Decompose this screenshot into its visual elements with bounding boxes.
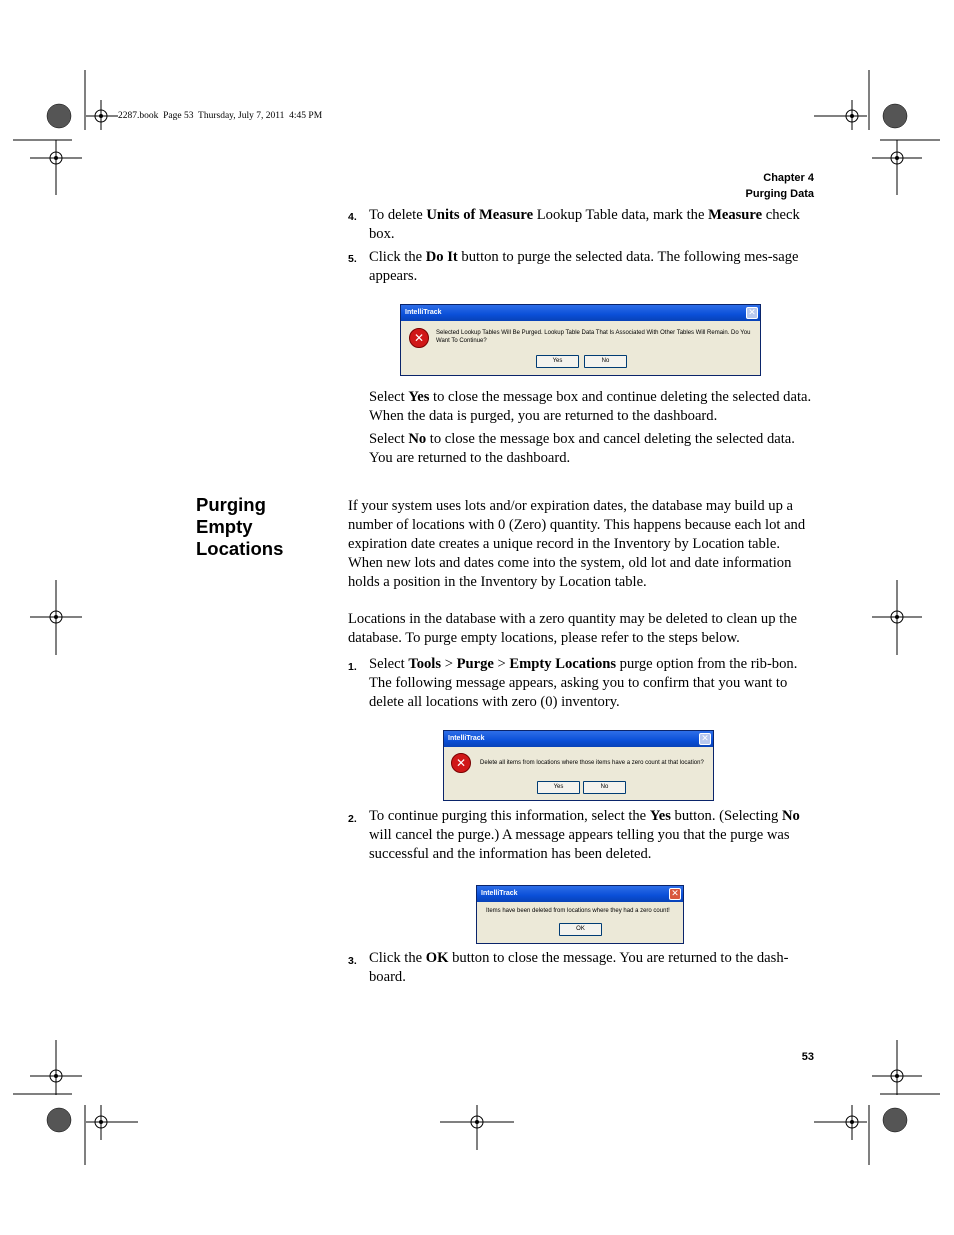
step-text: Click the Do It button to purge the selected data. The following mes-sage appears. (369, 249, 799, 284)
dialog-title: IntelliTrack (401, 305, 760, 321)
select-no-text: Select No to close the message box and cancel deleting the selected data. You are returned to the dashboard. (369, 431, 795, 466)
delete-empty-locations-dialog (443, 730, 714, 801)
section-heading-line: Empty (196, 516, 253, 537)
chapter-title: Purging Data (745, 188, 814, 200)
dialog-message: Selected Lookup Tables Will Be Purged. Lookup Table Data That Is Associated With Other Tables Will Remain. Do You Want To Continue? (436, 330, 751, 344)
items-deleted-dialog (476, 885, 684, 944)
error-icon: ✕ (409, 328, 429, 348)
page-number: 53 (801, 1051, 814, 1063)
intro-paragraph: Locations in the database with a zero quantity may be deleted to clean up the database. To purge empty locations, please refer to the steps below. (348, 611, 798, 646)
step-text: Click the OK button to close the message. You are returned to the dash-board. (369, 950, 789, 985)
print-slug: 2287.book Page 53 Thursday, July 7, 2011 4:45 PM (118, 111, 323, 121)
purge-lookup-dialog (400, 304, 761, 376)
step-text: To delete Units of Measure Lookup Table data, mark the Measure check box. (369, 207, 800, 242)
chapter-label: Chapter 4 (763, 172, 814, 184)
no-button[interactable]: No (583, 781, 626, 794)
no-button[interactable]: No (584, 355, 627, 368)
step-text: Select Tools > Purge > Empty Locations purge option from the rib-bon. The following message appears, asking you to confirm that you want to delete all locations with zero (0) inventory. (369, 656, 798, 710)
close-icon[interactable]: ✕ (669, 888, 681, 900)
step-number: 1. (348, 661, 357, 673)
ok-button[interactable]: OK (559, 923, 602, 936)
dialog-message: Items have been deleted from locations where they had a zero count! (486, 908, 670, 914)
step-text: To continue purging this information, select the Yes button. (Selecting No will cancel the purge.) A message appears telling you that the purge was successful and the information has been deleted. (369, 808, 800, 862)
dialog-title: IntelliTrack (444, 731, 713, 747)
yes-button[interactable]: Yes (536, 355, 579, 368)
yes-button[interactable]: Yes (537, 781, 580, 794)
step-number: 4. (348, 211, 357, 223)
select-yes-text: Select Yes to close the message box and continue deleting the selected data. When the data is purged, you are returned to the dashboard. (369, 389, 812, 424)
dialog-message: Delete all items from locations where those items have a zero count at that location? (480, 760, 704, 766)
close-icon[interactable]: ✕ (699, 733, 711, 745)
section-heading-line: Locations (196, 538, 284, 559)
step-number: 5. (348, 253, 357, 265)
dialog-title: IntelliTrack (477, 886, 683, 902)
section-heading (196, 494, 283, 560)
error-icon: ✕ (451, 753, 471, 773)
section-heading-line: Purging (196, 494, 266, 515)
close-icon[interactable]: ✕ (746, 307, 758, 319)
step-number: 2. (348, 813, 357, 825)
step-number: 3. (348, 955, 357, 967)
intro-paragraph: If your system uses lots and/or expiration dates, the database may build up a number of locations with 0 (Zero) quantity. This happens because each lot and expiration date creates a unique record in the Inventory by Location table. When new lots and dates come into the system, old lot and date information holds a position in the Inventory by Location table. (348, 498, 806, 590)
